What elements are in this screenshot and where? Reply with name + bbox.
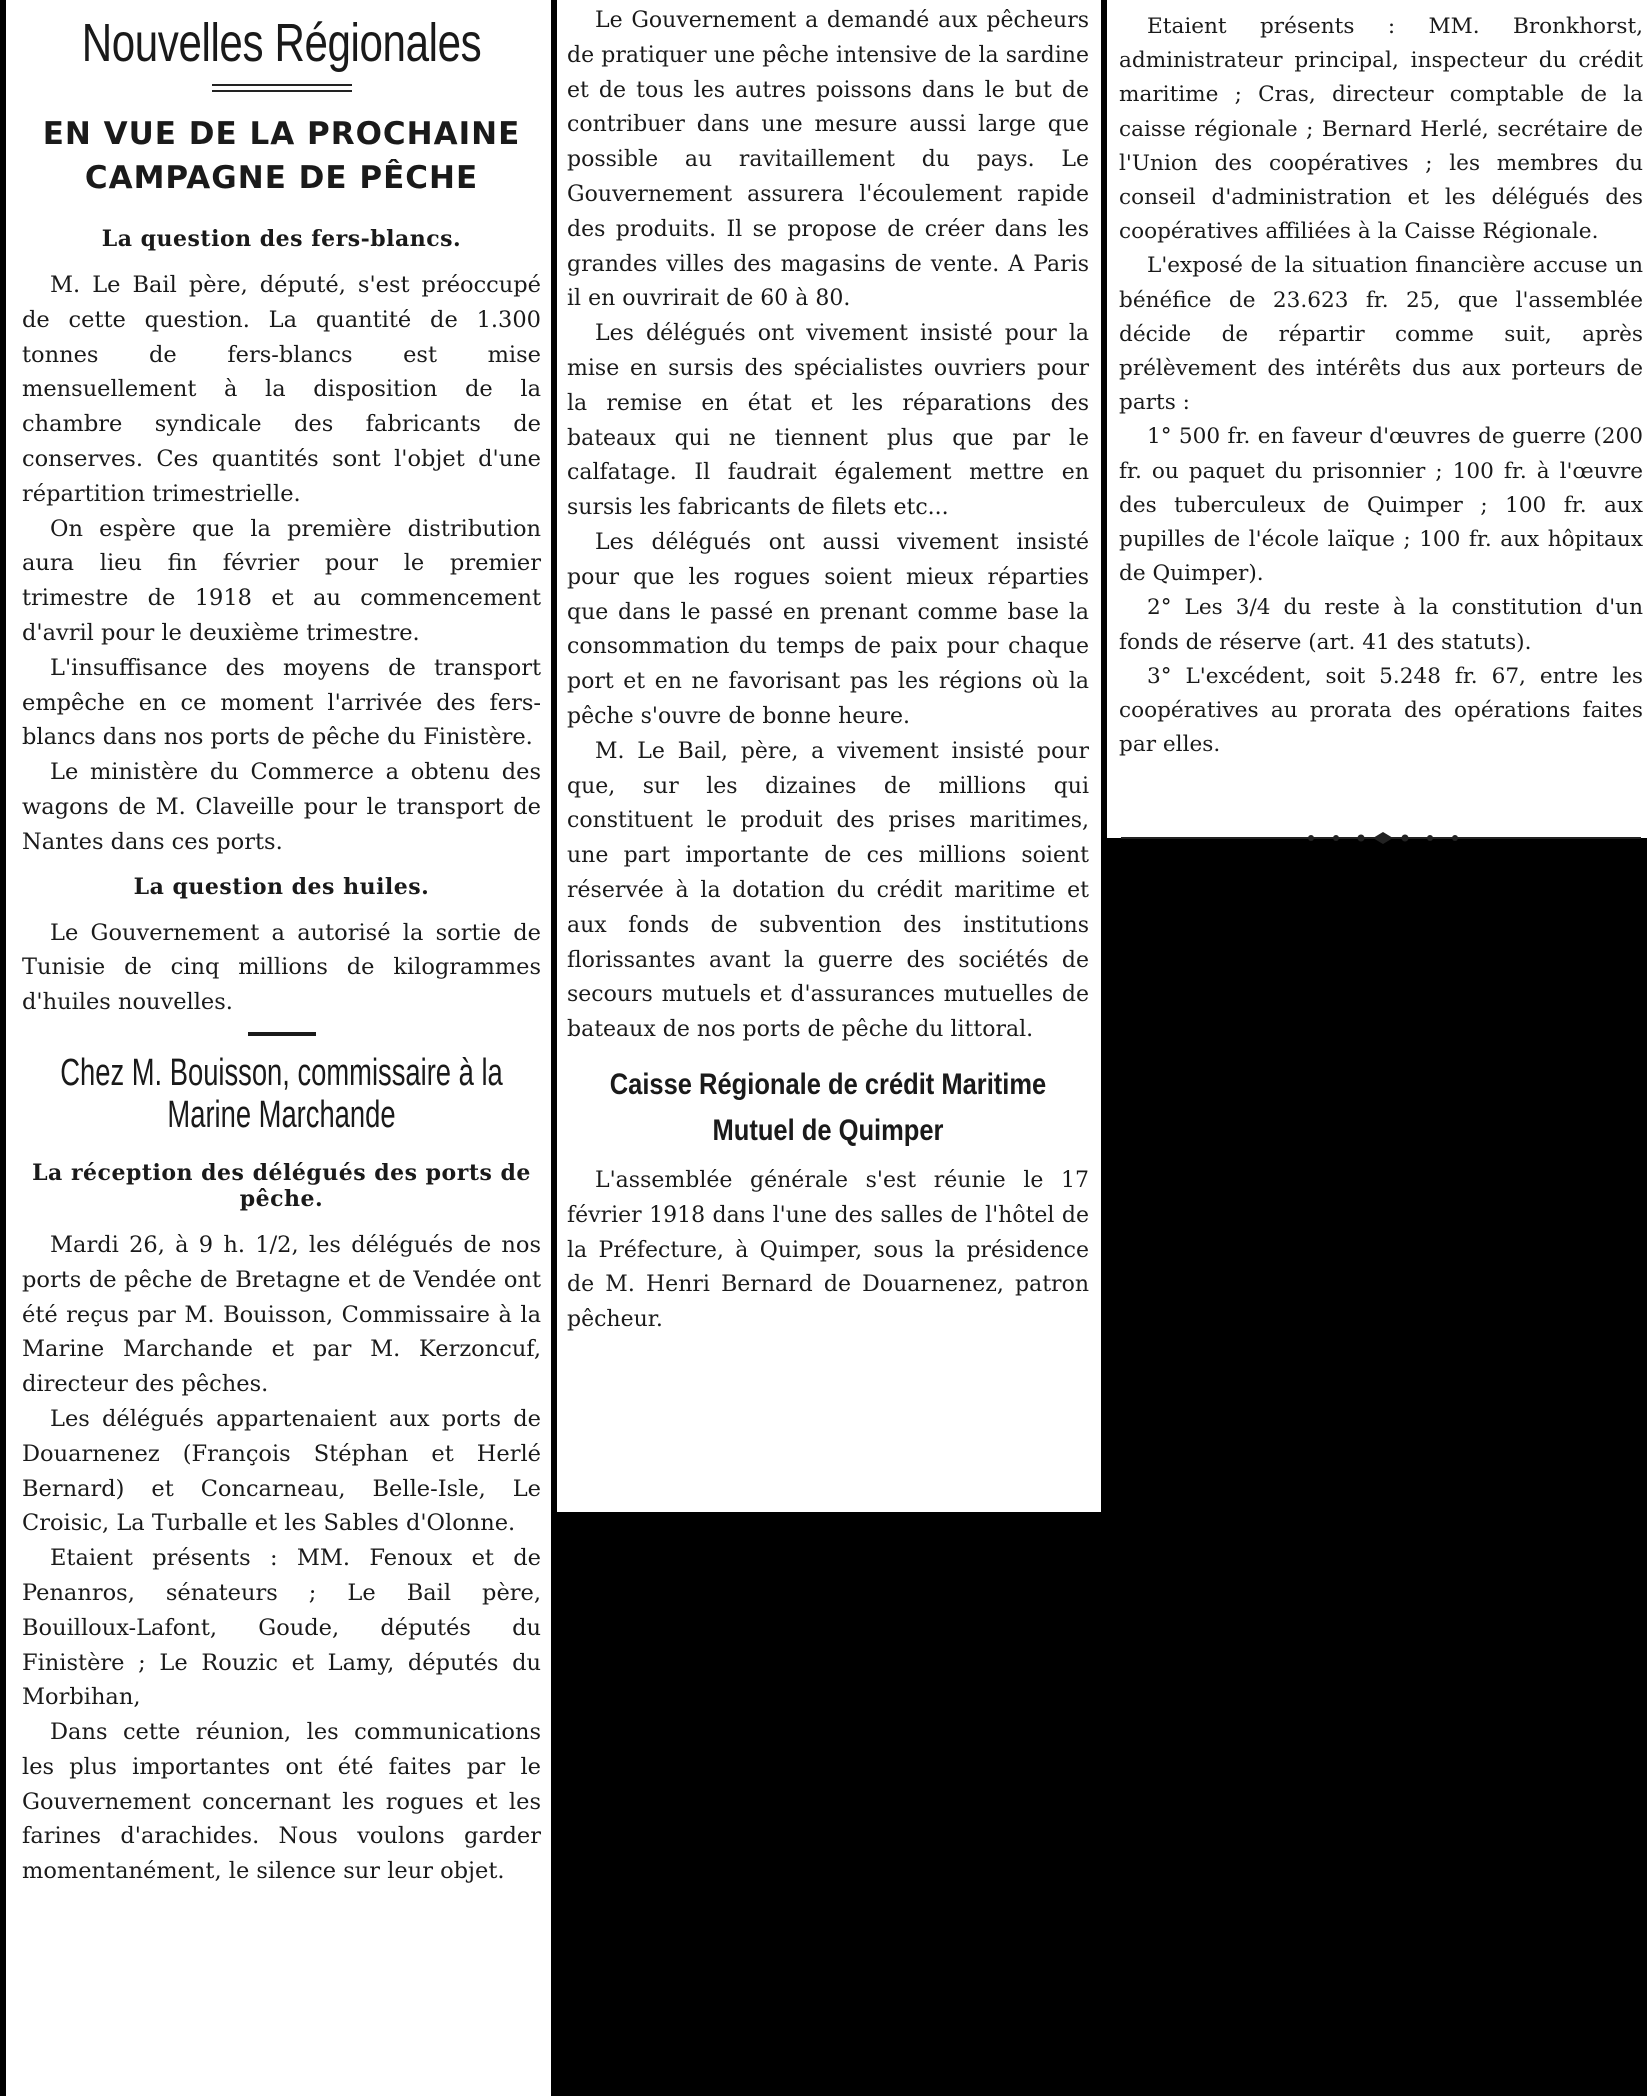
paragraph: Mardi 26, à 9 h. 1/2, les délégués de nos ports de pêche de Bretagne et de Vendée ont été reçus par M. Bouisson, Commissaire à la Marine Marchande et par M. Kerzoncuf, directeur des pêches.: [22, 1231, 541, 1398]
paragraph: Etaient présents : MM. Fenoux et de Penanros, sénateurs ; Le Bail père, Bouilloux-Lafont, Goude, députés du Finistère ; Le Rouzic et Lamy, députés du Morbihan,: [22, 1545, 541, 1711]
paragraph: L'insuffisance des moyens de transport empêche en ce moment l'arrivée des fers-blancs dans nos ports de pêche du Finistère.: [22, 654, 541, 751]
masthead-title: Nouvelles Régionales: [81, 13, 482, 73]
paragraph: Le Gouvernement a demandé aux pêcheurs de pratiquer une pêche intensive de la sardine et de tous les autres poissons dans le but de contribuer dans une mesure aussi large que possible au ravitaillement du pays. Le Gouvernement assurera l'écoulement rapide des produits. Il se propose de créer dans les grandes villes des magasins de vente. A Paris il en ouvrirait de 60 à 80.: [567, 8, 1089, 312]
paragraph: Les délégués ont vivement insisté pour la mise en sursis des spécialistes ouvriers pour la remise en état et les réparations des bateaux qui ne tiennent plus que par le calfatage. Il faudrait également mettre en sursis les fabricants de filets etc...: [567, 321, 1089, 521]
paragraph: Le Gouvernement a autorisé la sortie de Tunisie de cinq millions de kilogrammes d'huiles nouvelles.: [22, 919, 541, 1016]
column-3: [1107, 0, 1647, 838]
double-rule: [212, 84, 352, 92]
subhead-fers-blancs: La question des fers-blancs.: [101, 226, 462, 252]
end-ornament: [1121, 830, 1641, 846]
paragraph: L'assemblée générale s'est réunie le 17 février 1918 dans l'une des salles de l'hôtel de la Préfecture, à Quimper, sous la présidence de M. Henri Bernard de Douarnenez, patron pêcheur.: [567, 1167, 1089, 1333]
section-rule: [248, 1032, 316, 1036]
headline-campagne-peche: EN VUE DE LA PROCHAINE CAMPAGNE DE PÊCHE: [42, 116, 521, 196]
paragraph: M. Le Bail père, député, s'est préoccupé de cette question. La quantité de 1.300 tonnes de fers-blancs est mise mensuellement à la disposition de la chambre syndicale des fabricants de conserves. Ces quantités sont l'objet d'une répartition trimestrielle.: [22, 272, 541, 507]
subhead-huiles: La question des huiles.: [133, 873, 430, 900]
headline-caisse-regionale: Caisse Régionale de crédit Maritime Mutuel de Quimper: [609, 1067, 1047, 1147]
paragraph: Les délégués appartenaient aux ports de Douarnenez (François Stéphan et Herlé Bernard) et Concarneau, Belle-Isle, Le Croisic, La Turballe et les Sables d'Olonne.: [22, 1405, 541, 1537]
paragraph: Les délégués ont aussi vivement insisté pour que les rogues soient mieux réparties que dans le passé en prenant comme base la consommation du temps de paix pour chaque port et en ne favorisant pas les régions où la pêche s'ouvre de bonne heure.: [567, 529, 1089, 729]
paragraph: Le ministère du Commerce a obtenu des wagons de M. Claveille pour le transport de Nantes dans ces ports.: [22, 759, 541, 855]
subhead-reception-delegues: La réception des délégués des ports de pêche.: [32, 1159, 531, 1212]
paragraph: Etaient présents : MM. Bronkhorst, administrateur principal, inspecteur du crédit maritime ; Cras, directeur comptable de la caisse régionale ; Bernard Herlé, secrétaire de l'Union des coopératives ; les membres du conseil d'administration et les délégués des coopératives affiliées à la Caisse Régionale.: [1119, 14, 1643, 245]
paragraph: Dans cette réunion, les communications les plus importantes ont été faites par le Gouvernement concernant les rogues et les farines d'arachides. Nous voulons garder momentanément, le silence sur leur objet.: [22, 1719, 541, 1885]
paragraph: 3° L'excédent, soit 5.248 fr. 67, entre les coopératives au prorata des opérations faites par elles.: [1119, 663, 1643, 758]
paragraph: 1° 500 fr. en faveur d'œuvres de guerre (200 fr. ou paquet du prisonnier ; 100 fr. à l'œuvre des tuberculeux de Quimper ; 100 fr. aux pupilles de l'école laïque ; 100 fr. aux hôpitaux de Quimper).: [1119, 424, 1643, 587]
paragraph: L'exposé de la situation financière accuse un bénéfice de 23.623 fr. 25, que l'assemblée décide de répartir comme suit, après prélèvement des intérêts dus aux porteurs de parts :: [1119, 253, 1643, 416]
paragraph: 2° Les 3/4 du reste à la constitution d'un fonds de réserve (art. 41 des statuts).: [1119, 595, 1643, 655]
column-1: [6, 0, 551, 2096]
paragraph: M. Le Bail, père, a vivement insisté pour que, sur les dizaines de millions qui constituent le produit des prises maritimes, une part importante de ces millions soient réservée à la dotation du crédit maritime et aux fonds de subvention des institutions florissantes avant la guerre des sociétés de secours mutuels et d'assurances mutuelles de bateaux de nos ports de pêche du littoral.: [567, 738, 1089, 1043]
column-2: [557, 0, 1101, 1512]
paragraph: On espère que la première distribution aura lieu fin février pour le premier trimestre de 1918 et au commencement d'avril pour le deuxième trimestre.: [22, 515, 541, 646]
headline-bouisson: Chez M. Bouisson, commissaire à la Marine Marchande: [60, 1051, 503, 1136]
